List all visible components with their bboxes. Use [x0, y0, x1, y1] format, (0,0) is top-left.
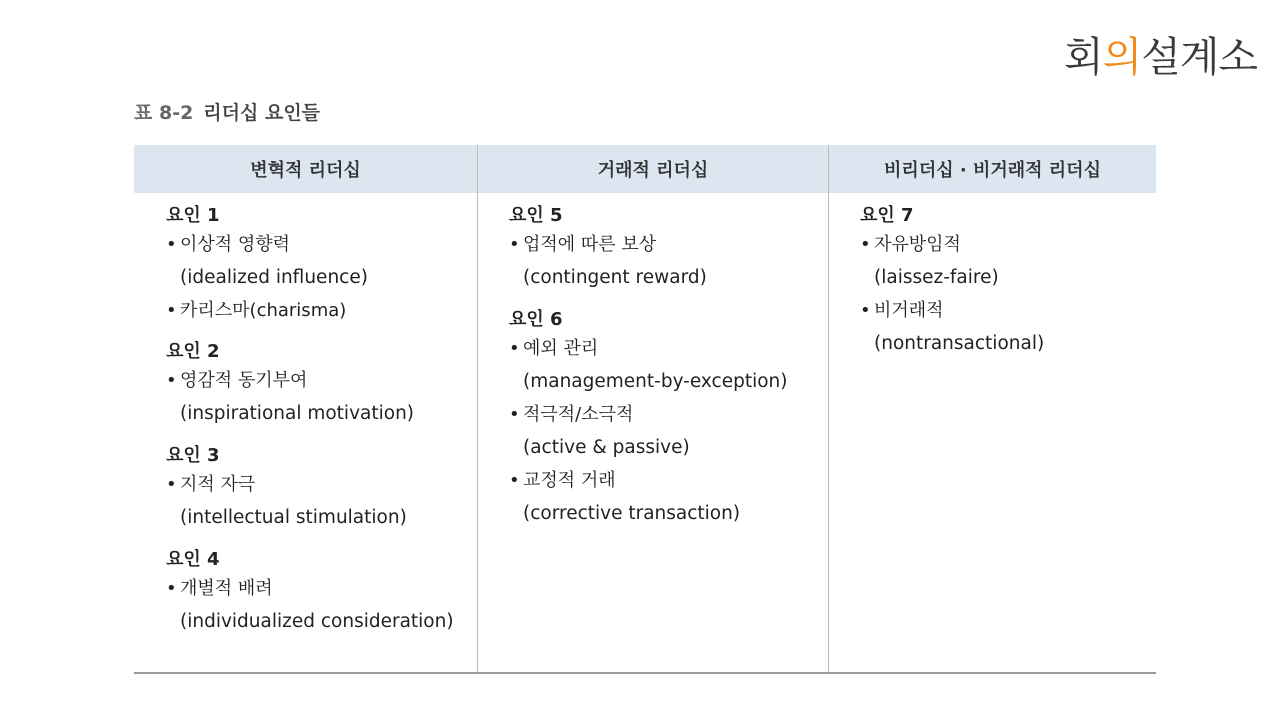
item-label: 카리스마(charisma): [180, 300, 347, 321]
factor-name: 요인 1: [166, 205, 220, 226]
item-english: (nontransactional): [874, 333, 1045, 354]
item-label: 자유방임적: [874, 234, 961, 255]
factor-name: 요인 5: [509, 205, 563, 226]
table-caption: 리더십 요인들: [203, 102, 321, 124]
header-transformational: 변혁적 리더십: [250, 160, 361, 181]
item-english: (idealized influence): [180, 267, 368, 288]
factor-name: 요인 4: [166, 549, 220, 570]
list-item: • 업적에 따른 보상: [509, 234, 657, 255]
item-english: (active & passive): [523, 437, 690, 458]
item-english: (inspirational motivation): [180, 403, 415, 424]
table-title: [134, 98, 320, 125]
list-item: • 비거래적: [860, 300, 944, 321]
item-label: 적극적/소극적: [523, 404, 634, 425]
item-label: 영감적 동기부여: [180, 370, 308, 391]
list-item: • 이상적 영향력: [166, 234, 291, 255]
column-transactional: [509, 203, 788, 531]
item-label: 비거래적: [874, 300, 944, 321]
item-english: (individualized consideration): [180, 611, 454, 632]
item-english: (contingent reward): [523, 267, 707, 288]
header-nonleadership: 비리더십 · 비거래적 리더십: [884, 160, 1101, 181]
list-item: • 지적 자극: [166, 474, 256, 495]
item-label: 이상적 영향력: [180, 234, 291, 255]
list-item: • 예외 관리: [509, 338, 599, 359]
item-english: (laissez-faire): [874, 267, 999, 288]
table-number: 표 8-2: [134, 102, 194, 124]
column-divider-2: [828, 145, 829, 672]
list-item: • 영감적 동기부여: [166, 370, 308, 391]
item-english: (management-by-exception): [523, 371, 788, 392]
item-label: 업적에 따른 보상: [523, 234, 657, 255]
item-label: 지적 자극: [180, 474, 256, 495]
leadership-table: [134, 145, 1156, 674]
list-item: • 자유방임적: [860, 234, 961, 255]
list-item: • 적극적/소극적: [509, 404, 634, 425]
item-english: (corrective transaction): [523, 503, 741, 524]
table-header-row: [134, 145, 1156, 193]
factor-name: 요인 3: [166, 445, 220, 466]
list-item: • 개별적 배려: [166, 578, 273, 599]
list-item: • 카리스마(charisma): [166, 300, 347, 321]
item-english: (intellectual stimulation): [180, 507, 407, 528]
item-label: 예외 관리: [523, 338, 599, 359]
logo-part-3: 설계소: [1141, 32, 1258, 81]
header-transactional: 거래적 리더십: [597, 160, 709, 181]
column-transformational: [166, 203, 454, 639]
factor-name: 요인 6: [509, 309, 563, 330]
column-divider-1: [477, 145, 478, 672]
item-label: 개별적 배려: [180, 578, 273, 599]
brand-logo: [1064, 28, 1258, 81]
logo-part-1: 회: [1064, 32, 1103, 81]
list-item: • 교정적 거래: [509, 470, 616, 491]
item-label: 교정적 거래: [523, 470, 616, 491]
factor-name: 요인 7: [860, 205, 914, 226]
column-nonleadership: [860, 203, 1044, 361]
factor-name: 요인 2: [166, 341, 220, 362]
logo-part-2: 의: [1102, 32, 1142, 81]
